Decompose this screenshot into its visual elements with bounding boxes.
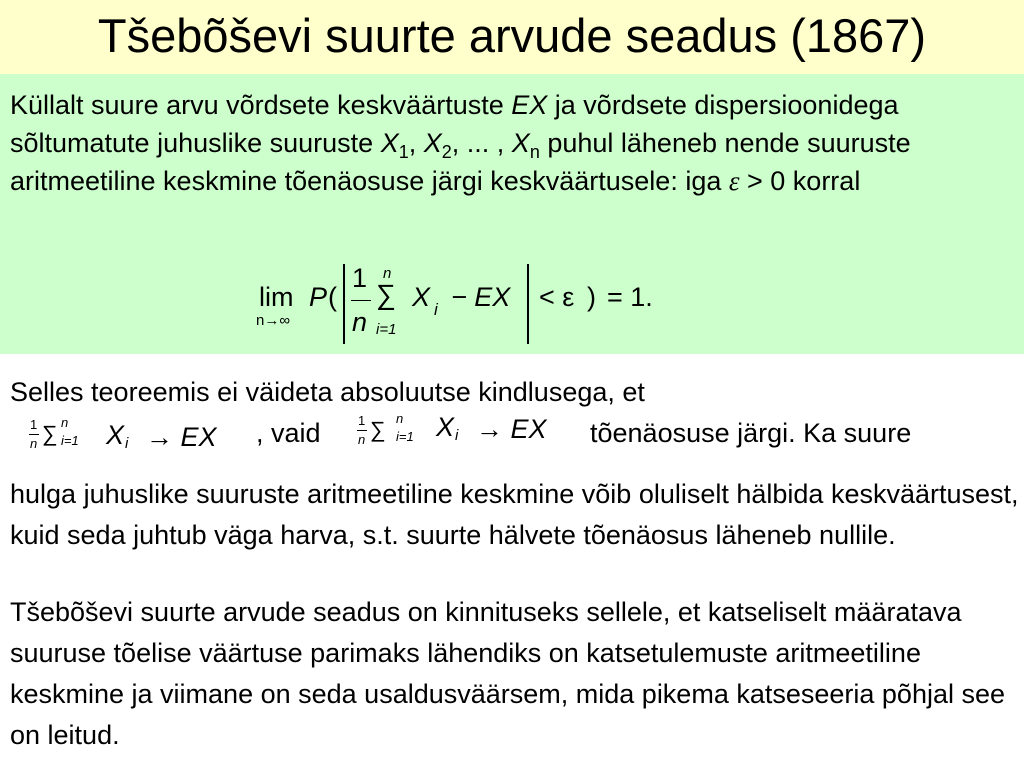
theorem-text-4: > 0 korral <box>739 166 861 196</box>
sum-upper-limit: n <box>383 265 392 282</box>
equals-one: = 1. <box>607 282 653 312</box>
inline-i-1: i <box>125 435 129 452</box>
theorem-text-2: ja võrdsete dispersioonidega sõltumatute juhuslike suuruste <box>10 90 899 158</box>
variable-x2: X <box>423 128 442 158</box>
inline-bar-2 <box>357 430 367 431</box>
ellipsis: , ... , <box>451 128 512 158</box>
vaid-text: , vaid <box>256 418 321 448</box>
limit-formula <box>255 258 675 344</box>
fraction-bar <box>351 300 371 301</box>
slide-title: Tšebõševi suurte arvude seadus (1867) <box>97 9 927 62</box>
abs-bar-left <box>343 264 345 344</box>
abs-bar-right <box>527 264 529 344</box>
paragraph-3: Tšebõševi suurte arvude seadus on kinnituseks sellele, et katseliselt määratava suuruse tõelise väärtuse parimaks lähendiks on katsetulemuste aritmeetiline keskmine ja viimane on seda usaldusväärsem, mida pikema katseseeria põhjal see on leitud. <box>10 597 1006 750</box>
theorem-text-3: puhul läheneb nende suuruste aritmeetiline keskmine tõenäosuse järgi keskväärtusele: iga <box>10 128 911 196</box>
inline-sum-1: ∑ <box>42 421 58 446</box>
minus-expectation: − EX <box>451 282 511 312</box>
variable-xi: X <box>412 282 431 312</box>
inline-sum-2: ∑ <box>370 417 386 442</box>
lim-operator: lim <box>259 282 294 312</box>
inline-sum-bottom-1: i=1 <box>61 433 79 448</box>
inline-formula-2 <box>356 411 576 454</box>
inline-i-2: i <box>455 427 459 444</box>
toenaosuse-text: tõenäosuse järgi. Ka suure <box>590 418 912 448</box>
variable-xn: X <box>511 128 530 158</box>
index-i: i <box>434 300 438 319</box>
theorem-text-1: Küllalt suure arvu võrdsete keskväärtuste <box>10 90 512 120</box>
inline-sum-top-1: n <box>61 415 69 430</box>
inline-arrow-ex-2: → EX <box>476 414 547 444</box>
fraction-numerator: 1 <box>352 263 368 293</box>
variable-x1: X <box>380 128 399 158</box>
inline-num-1: 1 <box>30 417 38 432</box>
paragraph-2-rest: hulga juhuslike suuruste aritmeetiline keskmine võib oluliselt hälbida keskväärtusest, kuid seda juhtub väga harva, s.t. suurte hälvete tõenäosus läheneb nullile. <box>10 479 1019 550</box>
paragraph-2-line-1: Selles teoreemis ei väideta absoluutse kindlusega, et <box>10 377 645 407</box>
inline-sum-top-2: n <box>396 411 404 426</box>
inline-bar-1 <box>29 434 39 435</box>
epsilon-symbol: ε <box>728 166 740 196</box>
probability-symbol: P <box>309 282 328 312</box>
theorem-statement <box>10 86 1020 200</box>
open-paren: ( <box>328 282 337 312</box>
inline-x-1: X <box>106 420 125 450</box>
inline-den-2: n <box>358 432 366 447</box>
sum-symbol: ∑ <box>376 279 396 310</box>
inline-formula-1 <box>28 415 248 458</box>
expectation-symbol: EX <box>511 90 548 120</box>
inline-arrow-ex-1: → EX <box>146 422 217 452</box>
inline-sum-bottom-2: i=1 <box>396 429 414 444</box>
inline-x-2: X <box>436 412 455 442</box>
subscript-2: 2 <box>441 142 452 162</box>
comma-1: , <box>408 128 424 158</box>
less-than-epsilon: < ε <box>539 282 575 312</box>
inline-num-2: 1 <box>358 413 366 428</box>
sum-lower-limit: i=1 <box>376 321 397 338</box>
inline-den-1: n <box>30 436 38 451</box>
lim-subscript: n→∞ <box>256 312 291 329</box>
close-paren: ) <box>587 282 596 312</box>
subscript-n: n <box>529 142 540 162</box>
fraction-denominator: n <box>352 307 368 337</box>
subscript-1: 1 <box>398 142 409 162</box>
